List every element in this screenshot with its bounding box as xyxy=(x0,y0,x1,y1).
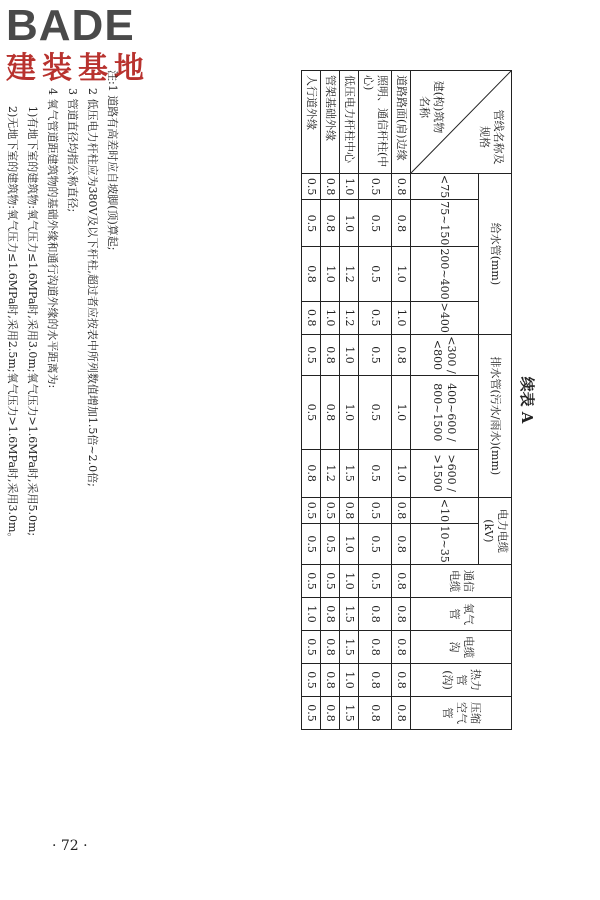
corner-header xyxy=(411,71,512,174)
cell: 0.8 xyxy=(392,565,411,598)
cell: 0.8 xyxy=(321,598,340,631)
cell: 0.8 xyxy=(392,200,411,247)
cell: 1.0 xyxy=(340,200,359,247)
cell: 1.0 xyxy=(340,174,359,200)
page-number: · 72 · xyxy=(52,838,88,854)
rotated-page xyxy=(0,50,600,750)
cell: 1.2 xyxy=(340,301,359,334)
cell: 1.0 xyxy=(302,598,321,631)
cell: 1.5 xyxy=(340,449,359,497)
table-row xyxy=(359,71,392,730)
water-sub-1: <75 xyxy=(411,174,479,200)
cell: 1.2 xyxy=(321,449,340,497)
cell: 1.0 xyxy=(340,376,359,449)
water-sub-2: 75~150 xyxy=(411,200,479,247)
cell: 0.5 xyxy=(302,697,321,730)
cell: 0.5 xyxy=(359,497,392,524)
cell: 1.0 xyxy=(321,247,340,301)
row-label: 管架基础外缘 xyxy=(321,71,340,174)
cell: 1.2 xyxy=(340,247,359,301)
cell: 0.8 xyxy=(302,301,321,334)
cell: 1.0 xyxy=(392,449,411,497)
cell: 0.8 xyxy=(359,631,392,664)
logo-latin: BADE xyxy=(6,1,135,50)
table-notes xyxy=(2,70,122,750)
cell: 0.8 xyxy=(321,631,340,664)
cell: 0.8 xyxy=(392,334,411,375)
corner-bottom-label: 建(构)筑物名称 xyxy=(418,80,445,134)
cable-ditch-header: 电缆沟 xyxy=(411,631,512,664)
cell: 1.5 xyxy=(340,598,359,631)
power-sub-1: <10 xyxy=(411,497,479,524)
cell: 0.5 xyxy=(302,200,321,247)
cell: 0.8 xyxy=(392,664,411,697)
cell: 0.5 xyxy=(302,664,321,697)
cell: 1.0 xyxy=(340,664,359,697)
row-label: 道路路面(肩)边缘 xyxy=(392,71,411,174)
note-line: 2 低压电力杆柱应为380V及以下杆柱,超过者应按表中所列数值增加1.5倍~2.0倍; xyxy=(86,88,99,487)
cell: 0.8 xyxy=(321,376,340,449)
air-header: 压缩空气管 xyxy=(411,697,512,730)
logo-cjk: 建装基地 xyxy=(6,51,150,86)
cell: 0.5 xyxy=(302,334,321,375)
cell: 0.8 xyxy=(321,664,340,697)
cell: 0.8 xyxy=(359,598,392,631)
table-row xyxy=(302,71,321,730)
cell: 0.8 xyxy=(392,524,411,565)
drain-sub-1: <300 / <800 xyxy=(411,334,479,375)
table-row xyxy=(392,71,411,730)
cell: 0.5 xyxy=(302,376,321,449)
cell: 0.5 xyxy=(302,631,321,664)
cell: 0.5 xyxy=(321,497,340,524)
cell: 0.5 xyxy=(359,449,392,497)
cell: 0.8 xyxy=(340,497,359,524)
row-label: 低压电力杆柱中心 xyxy=(340,71,359,174)
cell: 1.0 xyxy=(321,301,340,334)
clearance-table xyxy=(301,70,512,730)
heat-header: 热力管(沟) xyxy=(411,664,512,697)
power-header: 电力电缆(kV) xyxy=(479,497,512,564)
cell: 0.5 xyxy=(359,174,392,200)
corner-top-label: 管线名称及规格 xyxy=(478,109,505,165)
table-row xyxy=(321,71,340,730)
water-sub-3: 200~400 xyxy=(411,247,479,301)
cell: 0.5 xyxy=(302,565,321,598)
cell: 0.5 xyxy=(359,200,392,247)
cell: 0.5 xyxy=(359,301,392,334)
cell: 0.8 xyxy=(321,174,340,200)
note-line: 3 管道直径均指公称直径; xyxy=(66,88,79,213)
cell: 0.8 xyxy=(392,598,411,631)
cell: 0.8 xyxy=(302,247,321,301)
oxygen-header: 氧气管 xyxy=(411,598,512,631)
drain-sub-3: >600 / >1500 xyxy=(411,449,479,497)
cell: 0.8 xyxy=(359,664,392,697)
cell: 1.0 xyxy=(392,376,411,449)
cell: 0.5 xyxy=(321,524,340,565)
cell: 1.5 xyxy=(340,631,359,664)
water-sub-4: >400 xyxy=(411,301,479,334)
cell: 0.8 xyxy=(321,334,340,375)
cell: 0.8 xyxy=(359,697,392,730)
cell: 1.0 xyxy=(392,247,411,301)
cell: 1.0 xyxy=(340,524,359,565)
cell: 0.8 xyxy=(321,697,340,730)
cell: 0.8 xyxy=(392,697,411,730)
cell: 0.8 xyxy=(321,200,340,247)
cell: 0.5 xyxy=(302,524,321,565)
cell: 1.5 xyxy=(340,697,359,730)
drain-header: 排水管(污水/雨水)(mm) xyxy=(479,334,512,497)
note-line: 1)有地下室的建筑物:氧气压力≤1.6MPa时,采用3.0m;氧气压力>1.6MPa时,采用5.0m; xyxy=(26,106,39,537)
note-line: 4 氧气管道距建筑物的基础外缘和通行沟道外缘的水平距离为: xyxy=(46,88,59,389)
cell: 0.5 xyxy=(359,565,392,598)
cell: 0.8 xyxy=(392,174,411,200)
note-line: 注:1 道路有高差时应自坡脚(顶)算起; xyxy=(106,70,119,251)
cell: 0.5 xyxy=(359,334,392,375)
comm-header: 通信电缆 xyxy=(411,565,512,598)
water-header: 给水管(mm) xyxy=(479,174,512,335)
cell: 0.5 xyxy=(359,247,392,301)
cell: 0.5 xyxy=(302,497,321,524)
power-sub-2: 10~35 xyxy=(411,524,479,565)
drain-sub-2: 400~600 / 800~1500 xyxy=(411,376,479,449)
cell: 0.8 xyxy=(392,631,411,664)
note-line: 2)无地下室的建筑物:氧气压力≤1.6MPa时,采用2.5m;氧气压力>1.6MPa时,采用3.0m。 xyxy=(6,106,19,544)
cell: 1.0 xyxy=(340,565,359,598)
cell: 0.5 xyxy=(359,376,392,449)
row-label: 照明、通信杆柱(中心) xyxy=(359,71,392,174)
cell: 1.0 xyxy=(392,301,411,334)
cell: 0.5 xyxy=(359,524,392,565)
table-caption: 续表 A xyxy=(518,376,536,424)
cell: 0.8 xyxy=(302,449,321,497)
cell: 1.0 xyxy=(340,334,359,375)
cell: 0.8 xyxy=(392,497,411,524)
cell: 0.5 xyxy=(321,565,340,598)
cell: 0.5 xyxy=(302,174,321,200)
table-row xyxy=(340,71,359,730)
row-label: 人行道外缘 xyxy=(302,71,321,174)
